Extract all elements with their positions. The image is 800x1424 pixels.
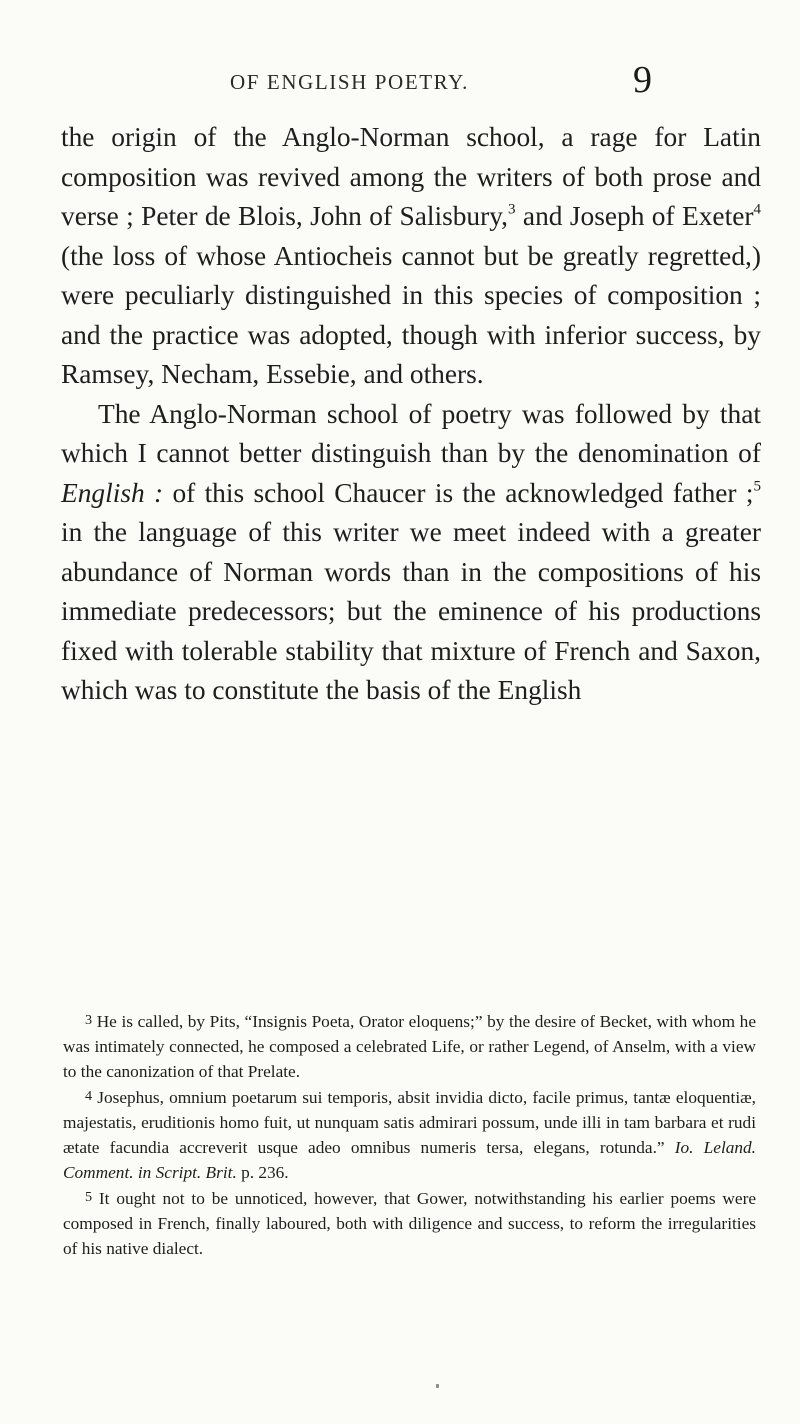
footnote-ref-5: 5: [753, 478, 762, 495]
footnote-marker: 4: [85, 1088, 93, 1105]
main-text: [61, 118, 761, 711]
footnote-ref-4: 4: [753, 201, 762, 218]
footnote-text: Josephus, omnium poetarum sui temporis, absit invidia dicto, facile primus, tantæ eloquentiæ, majestatis, eruditionis homo fuit, ut nunquam satis admirari possum, unde illi in tam barbara et rudi ætate facundia accreverit usque adeo omnibus numeris tersa, elegans, rotunda.”: [63, 1087, 756, 1158]
paragraph-text: of this school Chaucer is the acknowledged father ;: [163, 477, 754, 508]
footnote-4: [63, 1084, 756, 1185]
footnotes: [63, 1008, 756, 1261]
paragraph-text: in the language of this writer we meet indeed with a greater abundance of Norman words than in the compositions of his immediate predecessors; but the eminence of his productions fixed with tolerable stability that mixture of French and Saxon, which was to constitute the basis of the English: [61, 517, 761, 705]
paragraph-text: the origin of the Anglo-Norman school, a rage for Latin composition was revived among the writers of both prose and verse ; Peter de Blois, John of Salisbury,: [61, 122, 761, 231]
footnote-marker: 3: [85, 1012, 93, 1028]
page-number: 9: [633, 59, 652, 101]
emphasis-text: English :: [61, 477, 164, 508]
citation-text: Io. Leland. Comment. in Script. Brit.: [63, 1138, 756, 1183]
paragraph-text: The Anglo-Norman school of poetry was followed by that which I cannot better distinguish than by the denomination of: [61, 398, 761, 468]
paragraph-continuation: [61, 118, 761, 395]
footnote-marker: 5: [85, 1189, 93, 1206]
paragraph-text: (the loss of whose Antiocheis cannot but be greatly regretted,) were peculiarly distinguished in this species of composition ; and the practice was adopted, though with inferior success, by Ramsey, Necham, Essebie, and others.: [61, 240, 761, 389]
citation-page: p. 236.: [236, 1163, 289, 1183]
footnote-5: [63, 1185, 756, 1261]
running-title: OF ENGLISH POETRY.: [230, 70, 470, 94]
footnote-text: It ought not to be unnoticed, however, that Gower, notwithstanding his earlier poems were composed in French, finally laboured, both with diligence and success, to reform the irregularities of his native dialect.: [63, 1189, 756, 1259]
page-header: [0, 59, 800, 106]
footnote-ref-3: 3: [508, 201, 516, 218]
paragraph-text: and Joseph of Exeter: [515, 201, 754, 231]
footnote-text: He is called, by Pits, “Insignis Poeta, Orator eloquens;” by the desire of Becket, with whom he was intimately connected, he composed a celebrated Life, or rather Legend, of Anselm, with a view to the canonization of that Prelate.: [63, 1011, 756, 1082]
paragraph: [61, 395, 761, 711]
footnote-3: [63, 1008, 756, 1084]
paper-speck: [436, 1384, 439, 1388]
